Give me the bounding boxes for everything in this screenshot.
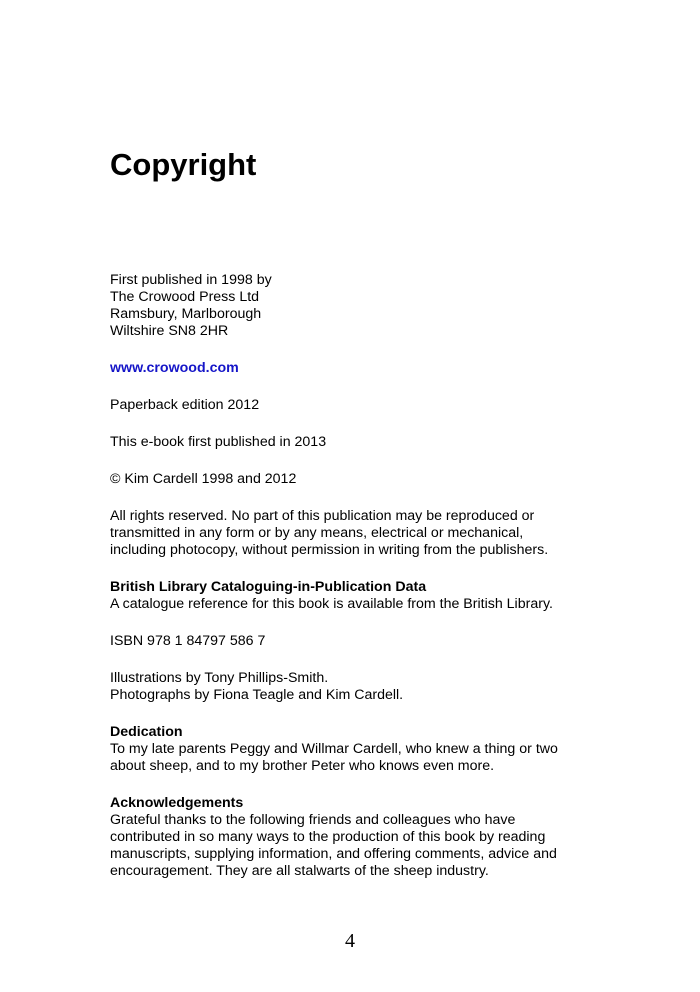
dedication-line: about sheep, and to my brother Peter who knows even more. bbox=[110, 758, 495, 774]
acknowledgements-line: Grateful thanks to the following friends and colleagues who have bbox=[110, 812, 516, 828]
acknowledgements-heading: Acknowledgements bbox=[110, 795, 244, 811]
credits-line: Illustrations by Tony Phillips-Smith. bbox=[110, 670, 329, 686]
copyright-notice-text: © Kim Cardell 1998 and 2012 bbox=[110, 471, 297, 487]
rights-line: transmitted in any form or by any means, electrical or mechanical, bbox=[110, 525, 524, 541]
rights-block bbox=[110, 508, 610, 559]
acknowledgements-block bbox=[110, 795, 610, 880]
copyright-content bbox=[110, 272, 610, 900]
cip-text: A catalogue reference for this book is available from the British Library. bbox=[110, 596, 553, 612]
isbn-block bbox=[110, 633, 610, 650]
publisher-line: First published in 1998 by bbox=[110, 272, 272, 288]
isbn-text: ISBN 978 1 84797 586 7 bbox=[110, 633, 266, 649]
rights-line: All rights reserved. No part of this publication may be reproduced or bbox=[110, 508, 535, 524]
publisher-block bbox=[110, 272, 610, 340]
credits-line: Photographs by Fiona Teagle and Kim Cardell. bbox=[110, 687, 404, 703]
publisher-line: Ramsbury, Marlborough bbox=[110, 306, 262, 322]
ebook-edition-text: This e-book first published in 2013 bbox=[110, 434, 327, 450]
acknowledgements-line: manuscripts, supplying information, and offering comments, advice and bbox=[110, 846, 557, 862]
page-title: Copyright bbox=[110, 147, 257, 182]
paperback-edition-block bbox=[110, 397, 610, 414]
publisher-line: Wiltshire SN8 2HR bbox=[110, 323, 229, 339]
dedication-block bbox=[110, 724, 610, 775]
cip-heading: British Library Cataloguing-in-Publication Data bbox=[110, 579, 427, 595]
acknowledgements-line: contributed in so many ways to the production of this book by reading bbox=[110, 829, 546, 845]
copyright-notice-block bbox=[110, 471, 610, 488]
dedication-heading: Dedication bbox=[110, 724, 183, 740]
rights-line: including photocopy, without permission in writing from the publishers. bbox=[110, 542, 549, 558]
acknowledgements-line: encouragement. They are all stalwarts of the sheep industry. bbox=[110, 863, 489, 879]
paperback-edition-text: Paperback edition 2012 bbox=[110, 397, 260, 413]
publisher-line: The Crowood Press Ltd bbox=[110, 289, 260, 305]
publisher-website-link[interactable]: www.crowood.com bbox=[110, 360, 239, 376]
dedication-line: To my late parents Peggy and Willmar Cardell, who knew a thing or two bbox=[110, 741, 558, 757]
website-block bbox=[110, 360, 610, 377]
cip-block bbox=[110, 579, 610, 613]
ebook-edition-block bbox=[110, 434, 610, 451]
credits-block bbox=[110, 670, 610, 704]
page-number: 4 bbox=[345, 930, 355, 952]
